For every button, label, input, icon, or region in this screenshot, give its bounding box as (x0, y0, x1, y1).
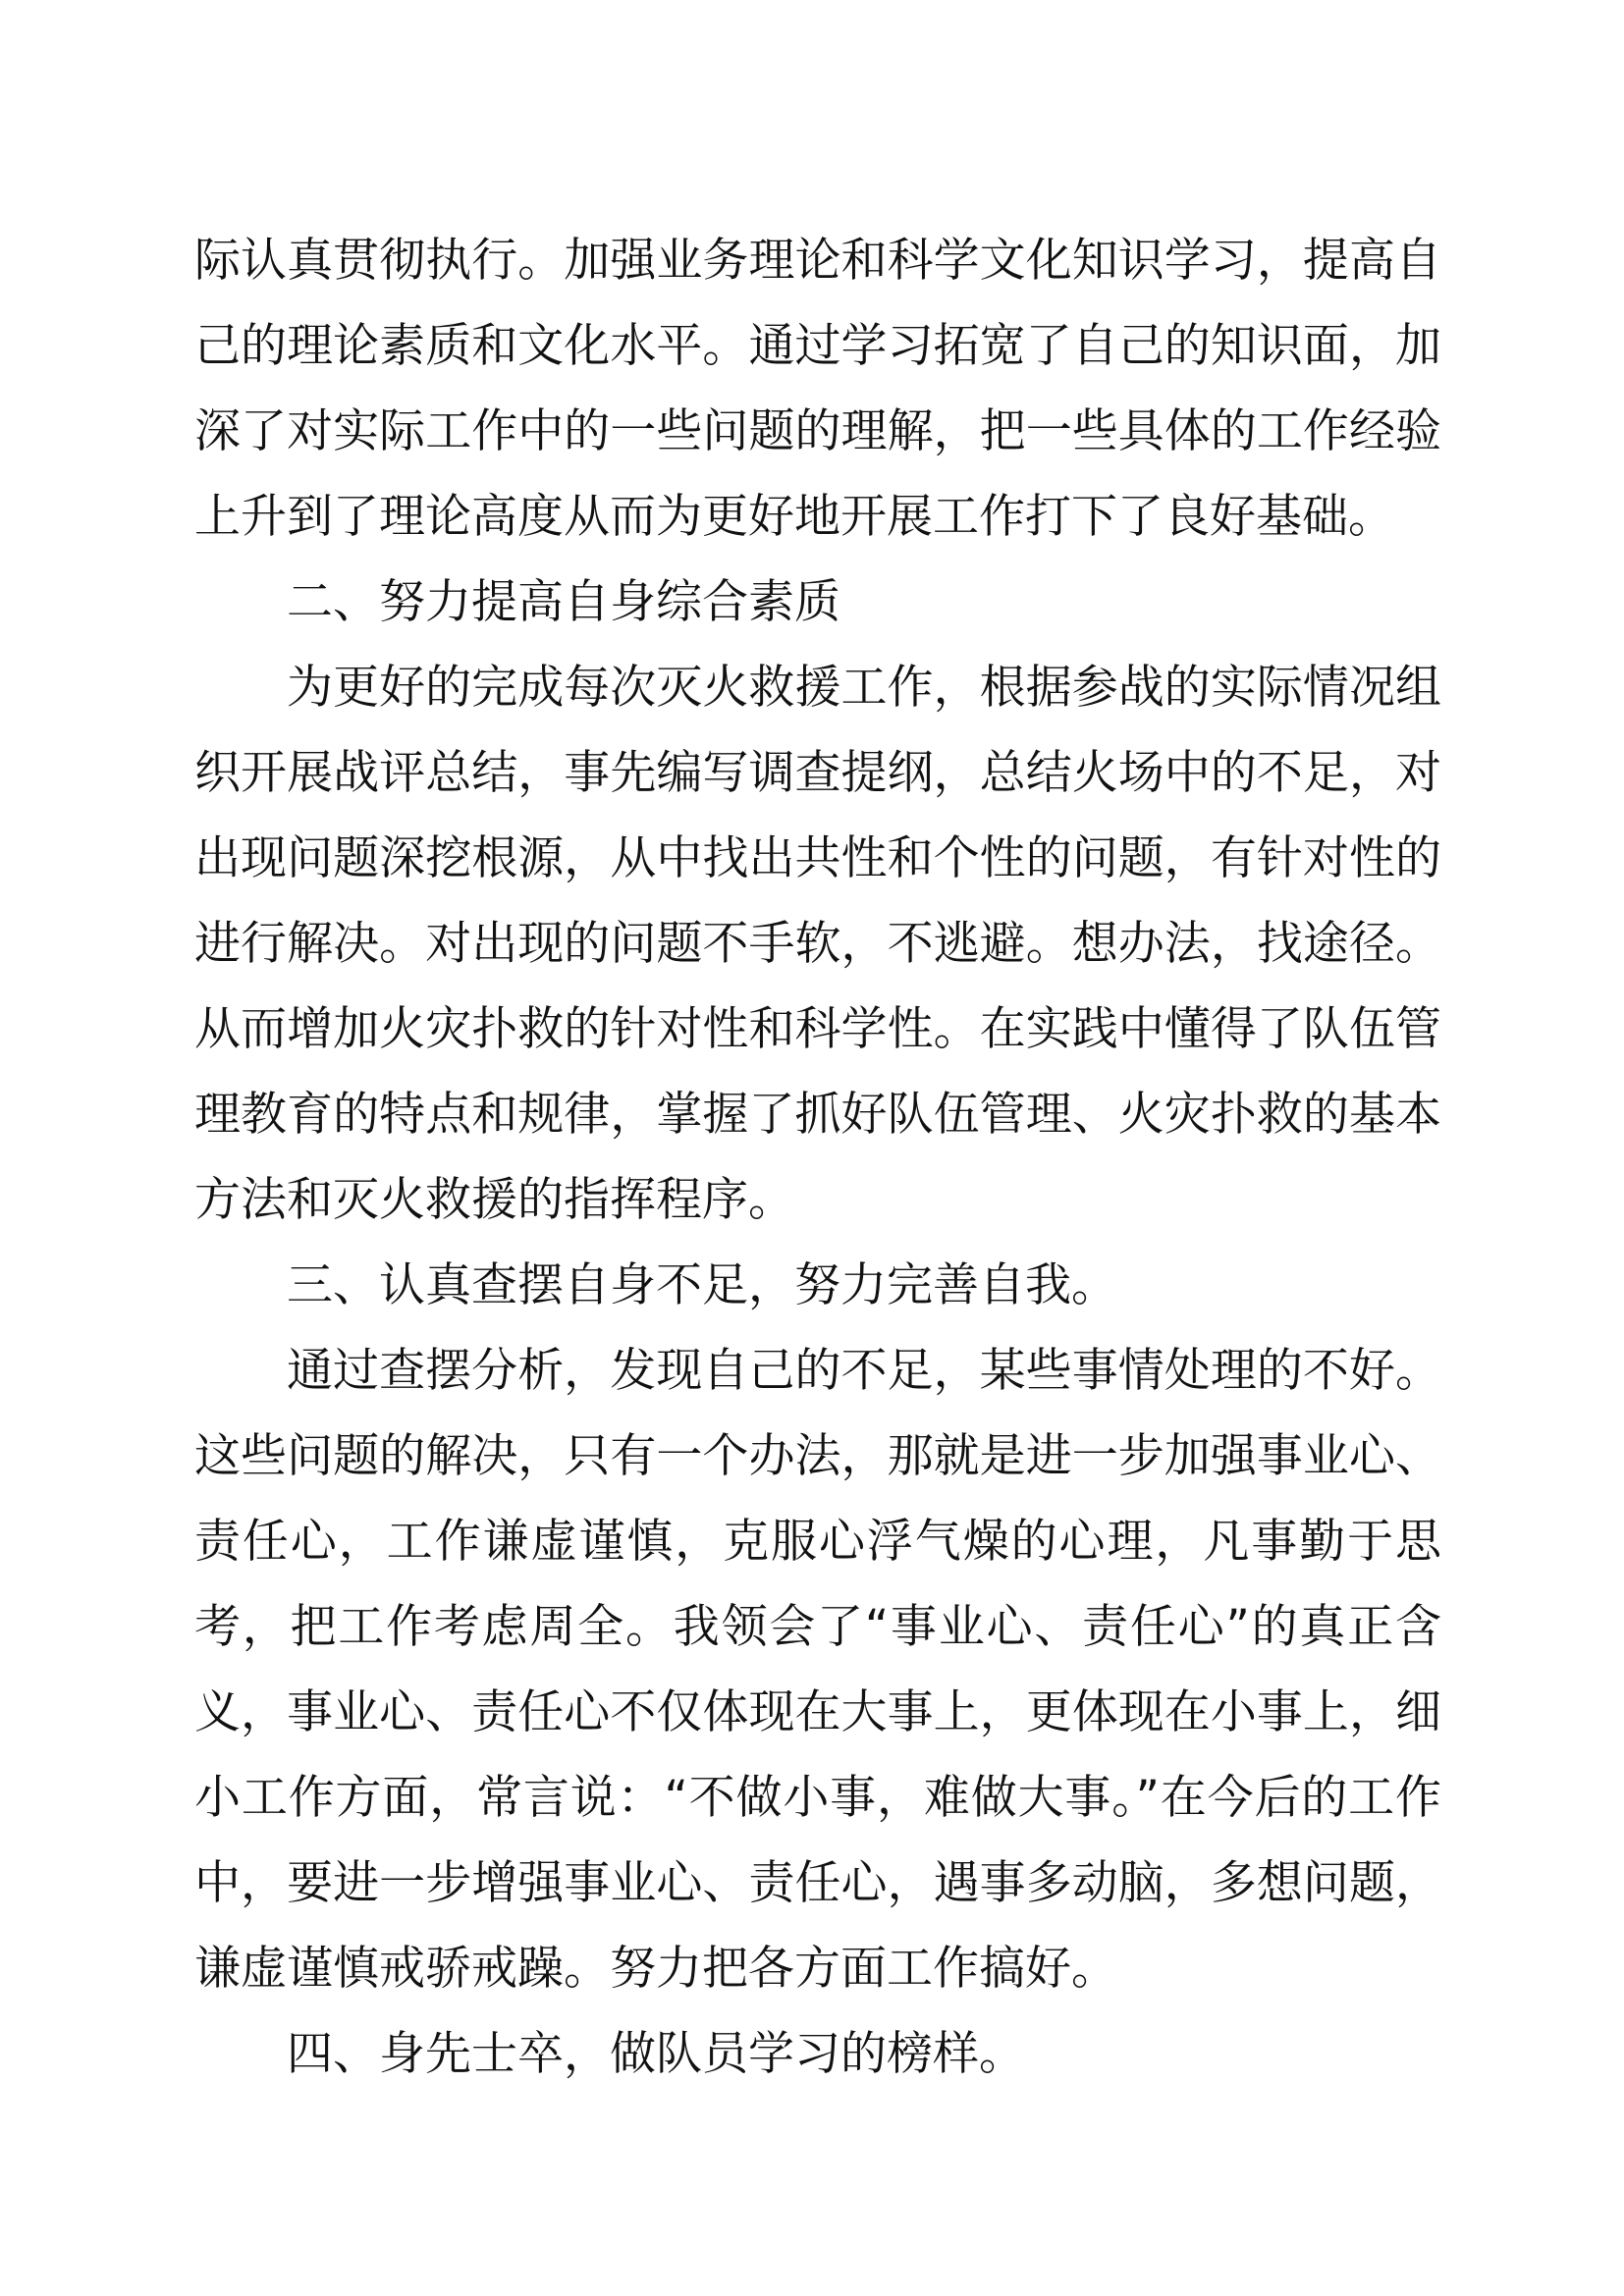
paragraph-study: 际认真贯彻执行。加强业务理论和科学文化知识学习，提高自己的理论素质和文化水平。通过学习拓宽了自己的知识面，加深了对实际工作中的一些问题的理解，把一些具体的工作经验上升到了理论高度从而为更好地开展工作打下了良好基础。 (194, 234, 1441, 544)
heading-section-3: 三、认真查摆自身不足，努力完善自我。 (287, 1258, 1117, 1312)
paragraph-section-2: 为更好的完成每次灭火救援工作，根据参战的实际情况组织开展战评总结，事先编写调查提纲，总结火场中的不足，对出现问题深挖根源，从中找出共性和个性的问题，有针对性的进行解决。对出现的问题不手软，不逃避。想办法，找途径。从而增加火灾扑救的针对性和科学性。在实践中懂得了队伍管理教育的特点和规律，掌握了抓好队伍管理、火灾扑救的基本方法和灭火救援的指挥程序。 (194, 661, 1441, 1227)
document-page (194, 218, 1441, 2097)
paragraph-section-3: 通过查摆分析，发现自己的不足，某些事情处理的不好。这些问题的解决，只有一个办法，那就是进一步加强事业心、责任心，工作谦虚谨慎，克服心浮气燥的心理，凡事勤于思考，把工作考虑周全。我领会了“事业心、责任心”的真正含义，事业心、责任心不仅体现在大事上，更体现在小事上，细小工作方面，常言说：“不做小事，难做大事。”在今后的工作中，要进一步增强事业心、责任心，遇事多动脑，多想问题，谦虚谨慎戒骄戒躁。努力把各方面工作搞好。 (194, 1344, 1441, 1996)
heading-section-4: 四、身先士卒，做队员学习的榜样。 (287, 2027, 1025, 2081)
heading-section-2: 二、努力提高自身综合素质 (287, 575, 840, 629)
